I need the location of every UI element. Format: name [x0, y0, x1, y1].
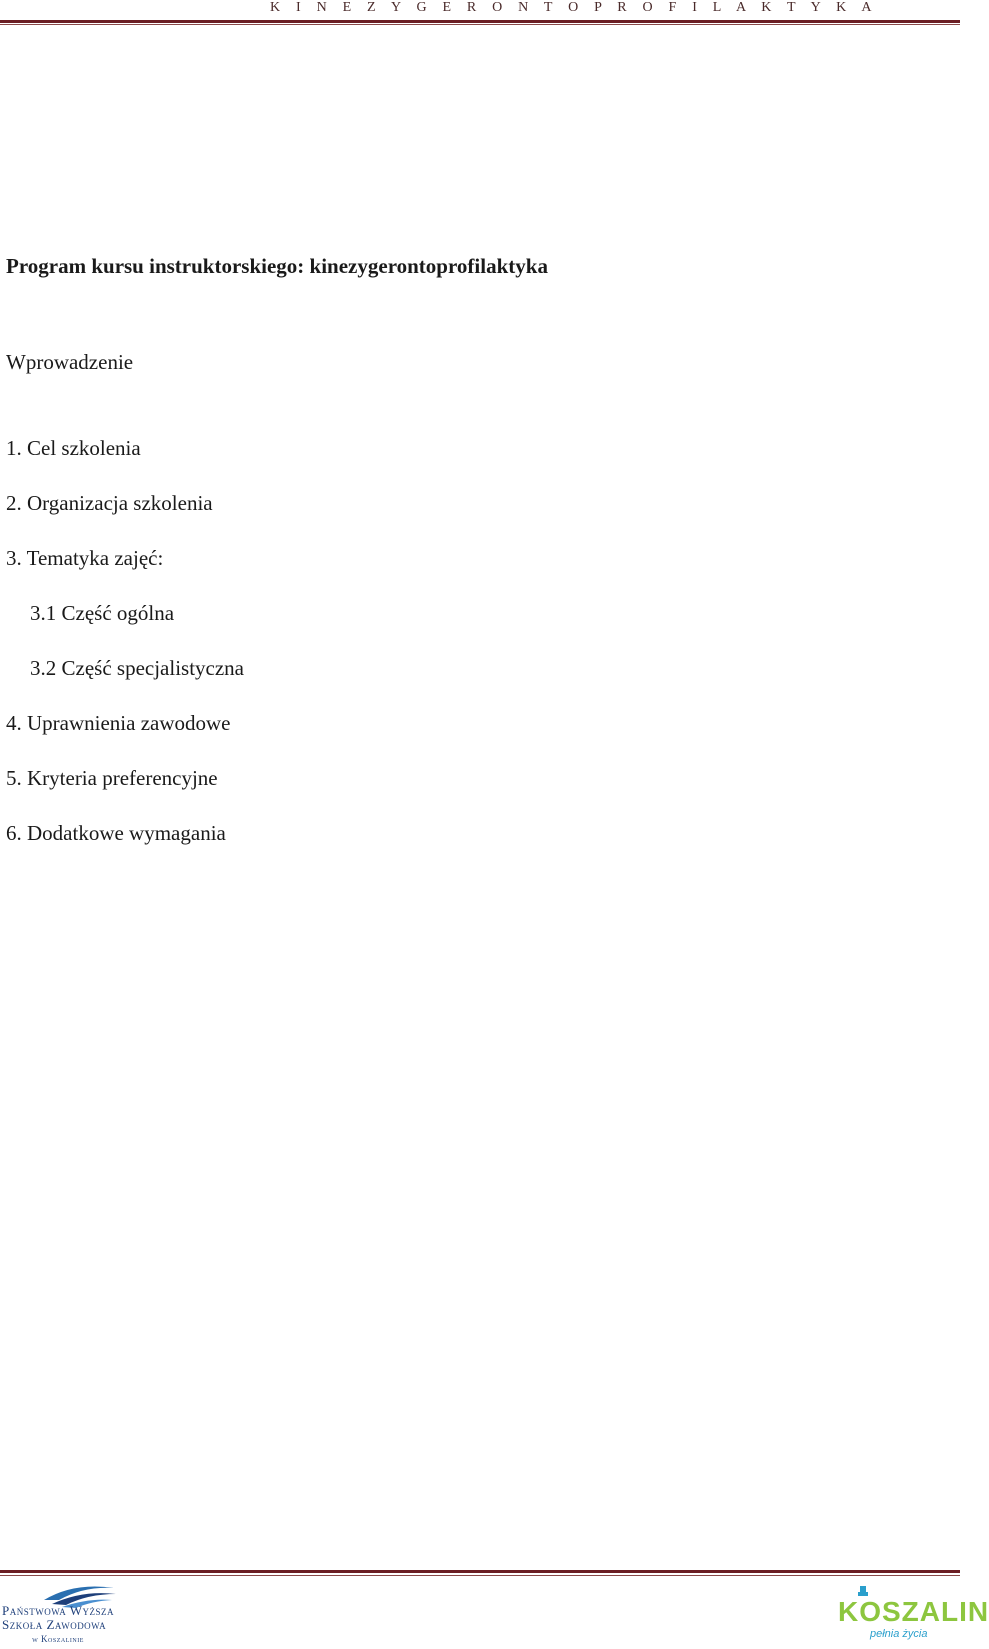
footer-rule	[0, 1570, 960, 1573]
pwsz-logo-text	[2, 1604, 114, 1646]
document-title: Program kursu instruktorskiego: kinezygerontoprofilaktyka	[6, 254, 548, 278]
pwsz-line3: w Koszalinie	[32, 1634, 84, 1644]
pwsz-line1: Państwowa Wyższa	[2, 1603, 115, 1618]
toc-item-1: 1. Cel szkolenia	[6, 436, 141, 460]
toc-item-6: 6. Dodatkowe wymagania	[6, 821, 226, 845]
toc-item-intro: Wprowadzenie	[6, 350, 134, 374]
toc-item-2: 2. Organizacja szkolenia	[6, 491, 213, 515]
header-rule-thin	[0, 24, 960, 25]
koszalin-name-text: KOSZALIN	[838, 1596, 989, 1627]
koszalin-tagline: pełnia życia	[870, 1628, 928, 1640]
toc-item-3-1: 3.1 Część ogólna	[30, 601, 175, 625]
toc-item-3: 3. Tematyka zajęć:	[6, 546, 164, 570]
pwsz-line2: Szkoła Zawodowa	[2, 1617, 107, 1632]
toc-item-3-2: 3.2 Część specjalistyczna	[30, 656, 244, 680]
toc-item-5: 5. Kryteria preferencyjne	[6, 766, 218, 790]
toc-item-4: 4. Uprawnienia zawodowe	[6, 711, 231, 735]
koszalin-logo-name	[838, 1596, 989, 1628]
footer-rule-thin	[0, 1575, 960, 1576]
running-header: K I N E Z Y G E R O N T O P R O F I L A K T Y K A	[270, 0, 878, 15]
header-rule	[0, 20, 960, 23]
